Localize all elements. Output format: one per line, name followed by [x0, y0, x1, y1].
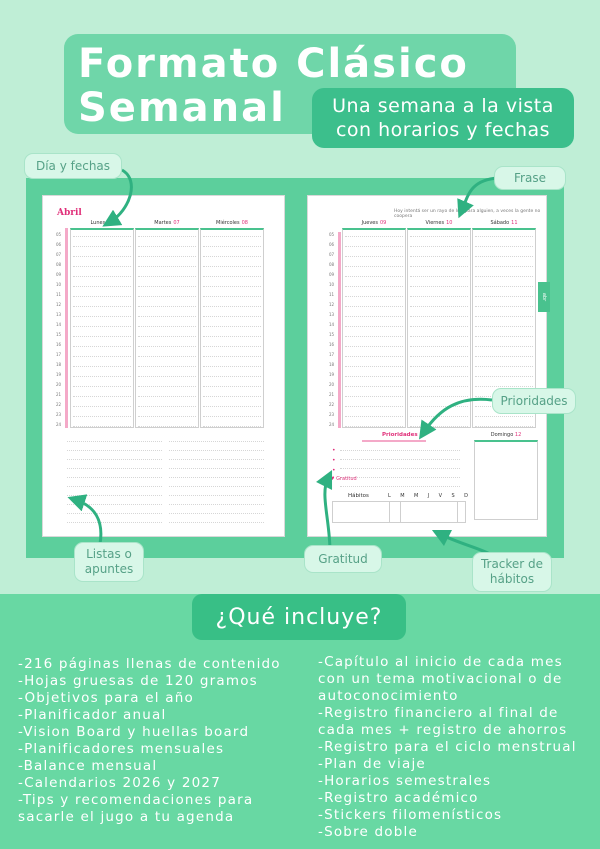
hour-rule — [203, 286, 261, 287]
hour-label: 10 — [329, 282, 335, 287]
hour-label: 16 — [329, 342, 335, 347]
hour-rule — [410, 376, 468, 377]
hour-rule — [73, 306, 131, 307]
include-item: -Balance mensual — [18, 758, 158, 774]
hour-label: 19 — [329, 372, 335, 377]
hour-rule — [203, 416, 261, 417]
hour-label: 11 — [329, 292, 335, 297]
hour-rule — [475, 386, 533, 387]
habit-day-letter: M — [400, 493, 405, 499]
day-name: Viernes — [425, 220, 445, 226]
notes-rule — [67, 504, 162, 505]
hour-rule — [345, 266, 403, 267]
hour-rule — [138, 276, 196, 277]
hour-rule — [410, 246, 468, 247]
hour-rule — [345, 366, 403, 367]
hour-rule — [203, 236, 261, 237]
hour-rule — [203, 276, 261, 277]
left-side-bar — [65, 228, 68, 428]
hour-label: 18 — [56, 362, 62, 367]
hour-rule — [410, 356, 468, 357]
notes-rule — [169, 441, 264, 442]
hour-rule — [475, 366, 533, 367]
include-item: sacarle el jugo a tu agenda — [18, 809, 235, 825]
hour-rule — [73, 336, 131, 337]
day-number: 09 — [380, 220, 387, 226]
hour-label: 08 — [329, 262, 335, 267]
hour-label: 15 — [56, 332, 62, 337]
day-column — [135, 228, 199, 428]
left-planner-page — [42, 195, 285, 537]
hour-label: 22 — [329, 402, 335, 407]
callout-frase — [494, 166, 566, 190]
hour-rule — [73, 426, 131, 427]
hour-rule — [475, 286, 533, 287]
hour-rule — [345, 426, 403, 427]
gratitude-row: ♥ Gratitud — [330, 476, 357, 482]
hour-rule — [73, 256, 131, 257]
callout-tracker — [472, 552, 552, 592]
hour-rule — [203, 356, 261, 357]
hour-rule — [475, 266, 533, 267]
notes-rule — [67, 441, 162, 442]
callout-dia-fechas — [24, 153, 122, 179]
include-item: -Sobre doble — [318, 824, 418, 840]
day-name: Miércoles — [216, 220, 240, 226]
day-number: 10 — [446, 220, 453, 226]
hour-rule — [475, 296, 533, 297]
priority-bullets: • • • — [332, 447, 336, 474]
hour-label: 24 — [329, 422, 335, 427]
callout-tracker-line2: hábitos — [489, 572, 535, 586]
include-item: cada mes + registro de ahorros — [318, 722, 568, 738]
hour-rule — [73, 406, 131, 407]
hour-rule — [138, 266, 196, 267]
callout-prioridades — [492, 388, 576, 414]
hour-rule — [475, 326, 533, 327]
day-name: Jueves — [361, 220, 378, 226]
priorities-underline — [362, 440, 426, 442]
hour-rule — [345, 346, 403, 347]
priorities-title: Prioridades — [382, 432, 418, 438]
hour-rule — [138, 366, 196, 367]
hour-rule — [73, 236, 131, 237]
hour-label: 24 — [56, 422, 62, 427]
subtitle-box — [312, 88, 574, 148]
hour-rule — [138, 246, 196, 247]
hour-rule — [410, 296, 468, 297]
callout-tracker-line1: Tracker de — [480, 557, 544, 571]
hour-rule — [410, 426, 468, 427]
hour-rule — [138, 396, 196, 397]
title-line-2: Semanal — [78, 85, 286, 131]
notes-rule — [169, 513, 264, 514]
hour-rule — [73, 276, 131, 277]
hour-rule — [410, 256, 468, 257]
includes-list-right — [318, 654, 598, 841]
hour-rule — [345, 326, 403, 327]
hour-rule — [410, 286, 468, 287]
include-item: -Registro financiero al final de — [318, 705, 559, 721]
sunday-box — [474, 440, 538, 520]
callout-frase-text: Frase — [514, 170, 546, 185]
hour-rule — [73, 266, 131, 267]
hour-rule — [345, 316, 403, 317]
priority-rule — [340, 468, 460, 469]
include-item: -Capítulo al inicio de cada mes — [318, 654, 563, 670]
sunday-name: Domingo — [490, 432, 514, 438]
hour-rule — [345, 376, 403, 377]
hour-rule — [203, 376, 261, 377]
hour-rule — [73, 366, 131, 367]
hour-rule — [203, 386, 261, 387]
hour-label: 14 — [329, 322, 335, 327]
habit-day-letter: S — [451, 493, 455, 499]
day-number: 08 — [241, 220, 248, 226]
hour-label: 16 — [56, 342, 62, 347]
notes-rule — [169, 477, 264, 478]
day-header — [200, 220, 264, 226]
hour-rule — [73, 416, 131, 417]
priority-rule — [340, 459, 460, 460]
day-name: Martes — [154, 220, 172, 226]
hour-label: 12 — [329, 302, 335, 307]
sunday-header — [474, 432, 538, 438]
hour-rule — [345, 296, 403, 297]
include-item: autoconocimiento — [318, 688, 459, 704]
hour-rule — [203, 266, 261, 267]
quote-text: Hoy intentá ser un rayo de luz, para alguien, a veces la gente no coopera — [394, 209, 541, 219]
day-header — [407, 220, 471, 226]
notes-rule — [67, 459, 162, 460]
include-item: -Planificador anual — [18, 707, 167, 723]
day-name: Sábado — [490, 220, 510, 226]
notes-rule — [169, 522, 264, 523]
habit-day-letter: L — [388, 493, 391, 499]
gratitude-label: Gratitud — [336, 476, 357, 482]
hour-rule — [410, 276, 468, 277]
include-item: -Vision Board y huellas board — [18, 724, 250, 740]
day-number: 11 — [511, 220, 518, 226]
hour-rule — [73, 296, 131, 297]
hour-rule — [203, 246, 261, 247]
day-number: 07 — [173, 220, 180, 226]
hour-rule — [203, 316, 261, 317]
hour-rule — [138, 316, 196, 317]
habit-grid — [332, 501, 466, 523]
hour-label: 19 — [56, 372, 62, 377]
hour-rule — [345, 306, 403, 307]
hour-rule — [203, 366, 261, 367]
hour-rule — [345, 416, 403, 417]
notes-rule — [169, 468, 264, 469]
hour-rule — [475, 316, 533, 317]
hour-rule — [138, 346, 196, 347]
day-header — [70, 220, 134, 226]
hour-rule — [475, 356, 533, 357]
callout-listas-line1: Listas o — [86, 547, 132, 561]
callout-listas-line2: apuntes — [84, 562, 134, 576]
hour-rule — [138, 256, 196, 257]
include-item: -Horarios semestrales — [318, 773, 492, 789]
habits-label: Hábitos — [348, 493, 369, 499]
hour-label: 20 — [329, 382, 335, 387]
hour-label: 06 — [56, 242, 62, 247]
hour-label: 05 — [329, 232, 335, 237]
day-column — [200, 228, 264, 428]
day-column — [342, 228, 406, 428]
callout-dia-fechas-text: Día y fechas — [35, 158, 111, 173]
hour-rule — [345, 256, 403, 257]
hour-rule — [138, 406, 196, 407]
callout-gratitud-text: Gratitud — [318, 551, 368, 566]
hour-label: 09 — [329, 272, 335, 277]
hour-rule — [138, 286, 196, 287]
sunday-num: 12 — [514, 432, 522, 438]
hour-label: 08 — [56, 262, 62, 267]
include-item: -Planificadores mensuales — [18, 741, 225, 757]
include-item: con un tema motivacional o de — [318, 671, 563, 687]
notes-rule — [169, 450, 264, 451]
hour-rule — [73, 386, 131, 387]
day-header — [135, 220, 199, 226]
hour-rule — [73, 316, 131, 317]
include-item: -Tips y recomendaciones para — [18, 792, 254, 808]
hour-rule — [410, 316, 468, 317]
hour-rule — [410, 366, 468, 367]
hour-rule — [410, 346, 468, 347]
hour-label: 18 — [329, 362, 335, 367]
right-planner-page — [307, 195, 547, 537]
hour-rule — [475, 236, 533, 237]
hour-rule — [203, 396, 261, 397]
hour-label: 10 — [56, 282, 62, 287]
include-item: -Hojas gruesas de 120 gramos — [18, 673, 258, 689]
hour-rule — [203, 426, 261, 427]
hour-label: 14 — [56, 322, 62, 327]
hour-rule — [73, 376, 131, 377]
hour-rule — [410, 386, 468, 387]
include-item: -Calendarios 2026 y 2027 — [18, 775, 221, 791]
habit-day-letter: M — [413, 493, 419, 499]
day-column — [70, 228, 134, 428]
hour-label: 21 — [329, 392, 335, 397]
hour-rule — [410, 336, 468, 337]
hour-rule — [203, 326, 261, 327]
side-tab-label: abr — [540, 292, 547, 302]
notes-rule — [169, 486, 264, 487]
hour-label: 07 — [329, 252, 335, 257]
subtitle-line-1: Una semana a la vista — [332, 95, 554, 117]
right-side-bar — [338, 232, 341, 428]
include-item: -Registro para el ciclo menstrual — [318, 739, 577, 755]
notes-rule — [67, 468, 162, 469]
hour-rule — [73, 326, 131, 327]
hour-rule — [138, 376, 196, 377]
hour-label: 12 — [56, 302, 62, 307]
hour-rule — [138, 356, 196, 357]
hour-label: 06 — [329, 242, 335, 247]
hour-rule — [475, 306, 533, 307]
hour-rule — [475, 416, 533, 417]
priority-rule — [340, 486, 460, 487]
hour-rule — [345, 286, 403, 287]
priority-rule — [340, 450, 460, 451]
include-item: -Objetivos para el año — [18, 690, 194, 706]
hour-rule — [203, 346, 261, 347]
hour-rule — [73, 396, 131, 397]
hour-rule — [475, 376, 533, 377]
hour-label: 21 — [56, 392, 62, 397]
hour-rule — [345, 406, 403, 407]
day-number: 06 — [107, 220, 114, 226]
habit-day-letter: J — [427, 493, 430, 499]
notes-rule — [67, 486, 162, 487]
hour-rule — [345, 356, 403, 357]
hour-rule — [73, 286, 131, 287]
hour-rule — [410, 416, 468, 417]
notes-rule — [169, 495, 264, 496]
hour-rule — [138, 386, 196, 387]
hour-label: 07 — [56, 252, 62, 257]
hour-label: 23 — [56, 412, 62, 417]
hour-rule — [475, 426, 533, 427]
include-item: -Registro académico — [318, 790, 479, 806]
hour-rule — [475, 346, 533, 347]
side-tab — [538, 282, 550, 312]
habit-days — [388, 493, 468, 499]
hour-rule — [345, 336, 403, 337]
includes-title: ¿Qué incluye? — [192, 594, 406, 640]
notes-rule — [169, 459, 264, 460]
hour-rule — [138, 296, 196, 297]
hour-rule — [73, 356, 131, 357]
hour-rule — [203, 296, 261, 297]
include-item: -216 páginas llenas de contenido — [18, 656, 281, 672]
notes-rule — [67, 522, 162, 523]
include-item: -Plan de viaje — [318, 756, 426, 772]
include-item: -Stickers filomenísticos — [318, 807, 503, 823]
callout-listas — [74, 542, 144, 582]
habit-day-letter: V — [438, 493, 443, 499]
hour-rule — [138, 416, 196, 417]
hour-label: 20 — [56, 382, 62, 387]
hour-rule — [203, 306, 261, 307]
month-label: Abril — [57, 208, 82, 218]
notes-rule — [67, 495, 162, 496]
includes-list-left — [18, 656, 298, 826]
hour-rule — [138, 306, 196, 307]
hour-rule — [410, 306, 468, 307]
hour-rule — [345, 246, 403, 247]
hour-rule — [203, 256, 261, 257]
day-name: Lunes — [90, 220, 106, 226]
hour-rule — [138, 236, 196, 237]
day-header — [472, 220, 536, 226]
hour-rule — [345, 386, 403, 387]
notes-rule — [169, 504, 264, 505]
hour-rule — [203, 406, 261, 407]
notes-rule — [67, 477, 162, 478]
callout-prioridades-text: Prioridades — [500, 393, 568, 408]
priority-rule — [340, 477, 460, 478]
hour-rule — [410, 266, 468, 267]
day-header — [342, 220, 406, 226]
hour-rule — [410, 406, 468, 407]
hour-rule — [345, 276, 403, 277]
habit-day-letter: D — [464, 493, 468, 499]
hour-label: 05 — [56, 232, 62, 237]
hour-label: 15 — [329, 332, 335, 337]
hour-label: 17 — [56, 352, 62, 357]
hour-rule — [410, 396, 468, 397]
notes-rule — [67, 450, 162, 451]
notes-rule — [67, 513, 162, 514]
subtitle-line-2: con horarios y fechas — [335, 119, 551, 141]
hour-rule — [475, 336, 533, 337]
hour-label: 13 — [56, 312, 62, 317]
hour-rule — [203, 336, 261, 337]
hour-label: 17 — [329, 352, 335, 357]
hour-rule — [345, 396, 403, 397]
hour-rule — [410, 236, 468, 237]
hour-rule — [410, 326, 468, 327]
hour-rule — [138, 426, 196, 427]
callout-gratitud — [304, 545, 382, 573]
hour-label: 11 — [56, 292, 62, 297]
hour-rule — [475, 246, 533, 247]
hour-rule — [345, 236, 403, 237]
hour-rule — [138, 326, 196, 327]
hour-rule — [73, 246, 131, 247]
hour-label: 23 — [329, 412, 335, 417]
title-line-1: Formato Clásico — [78, 41, 469, 87]
hour-rule — [73, 346, 131, 347]
hour-label: 13 — [329, 312, 335, 317]
hour-label: 22 — [56, 402, 62, 407]
hour-rule — [475, 256, 533, 257]
hour-rule — [138, 336, 196, 337]
day-column — [407, 228, 471, 428]
hour-rule — [475, 276, 533, 277]
hour-label: 09 — [56, 272, 62, 277]
